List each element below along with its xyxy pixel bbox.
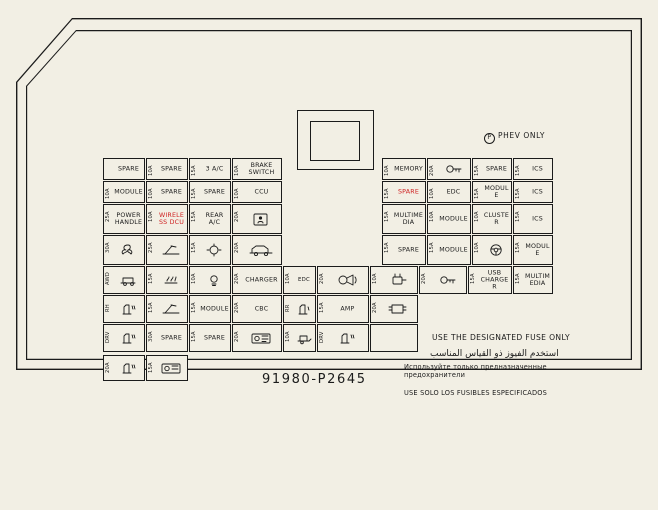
fuse-amp-rating: 15A (428, 242, 435, 254)
seat-vent-icon (327, 325, 367, 351)
module-ecu-icon (380, 296, 416, 322)
car-side-icon (242, 236, 280, 264)
fuse-amp-rating: RR (284, 304, 291, 312)
fuse-cell-r-r2-c2[interactable] (427, 181, 471, 203)
fuse-amp-rating: 10A (428, 188, 435, 200)
note-spanish: USE SOLO LOS FUSIBLES ESPECIFICADOS (404, 389, 548, 397)
radio-icon (242, 325, 280, 351)
wiper2-icon (156, 296, 186, 322)
fuse-amp-rating: 15A (514, 188, 521, 200)
fuse-label: SPARE (117, 165, 140, 173)
fuse-amp-rating: 15A (190, 211, 197, 223)
seat-person-icon (242, 205, 280, 233)
fuse-label: 3 A/C (205, 165, 224, 173)
fuse-label: MODULE (525, 243, 550, 257)
fuse-amp-rating: 15A (190, 302, 197, 314)
fuse-cell-l-r2-c1[interactable] (103, 181, 145, 203)
fuse-cell-r-r3-c1[interactable] (382, 204, 426, 234)
fuse-label: EDC (446, 188, 461, 196)
fuse-cell-r-r1-c3[interactable] (472, 158, 512, 180)
fuse-cell-l-r7-c1[interactable] (103, 324, 145, 352)
fuse-cell-r-r1-c1[interactable] (382, 158, 426, 180)
trailer-icon (293, 325, 314, 351)
fuse-label: MODULE (114, 188, 143, 196)
fuse-cell-l-r7-c2[interactable] (146, 324, 188, 352)
fuse-cell-l-r2-c4[interactable] (232, 181, 282, 203)
fuse-cell-m-r3-c1[interactable] (283, 324, 316, 352)
fuse-cell-m-r1-c3[interactable] (370, 266, 418, 294)
fuse-label: ICS (532, 188, 543, 196)
lamp-icon (199, 236, 229, 264)
fuse-cell-l-r5-c1[interactable] (103, 266, 145, 294)
horn-icon (327, 267, 367, 293)
fuse-label: SPARE (485, 165, 508, 173)
fuse-amp-rating: 15A (318, 302, 325, 314)
fuse-label: ICS (532, 215, 543, 223)
seat-heat3-icon (113, 356, 143, 380)
fuse-amp-rating: 15A (147, 273, 154, 285)
fuse-amp-rating: 15A (473, 165, 480, 177)
fuse-amp-rating: 15A (514, 273, 521, 285)
fuse-label: SPARE (203, 188, 226, 196)
fuse-label: MODULE (484, 185, 509, 199)
note-arabic: استخدم الفيوز ذو القياس المناسب (430, 349, 559, 359)
fuse-cell-l-r3-c4[interactable] (232, 204, 282, 234)
fuse-cell-l-r6-c3[interactable] (189, 295, 231, 323)
seat-heat2-icon (113, 325, 143, 351)
fuse-cell-r-r3-c2[interactable] (427, 204, 471, 234)
fuse-cell-l-r5-c4[interactable] (232, 266, 282, 294)
fuse-cell-l-r1-c3[interactable] (189, 158, 231, 180)
fuse-label: ICS (532, 165, 543, 173)
fuse-label: SPARE (397, 246, 420, 254)
fuse-amp-rating: 20A (233, 242, 240, 254)
fuse-cell-l-r1-c1[interactable] (103, 158, 145, 180)
fuse-amp-rating: 20A (420, 273, 427, 285)
fuse-label: USB CHARGER (480, 269, 509, 291)
fuse-amp-rating: 10A (371, 273, 378, 285)
note-russian-line2: предохранители (404, 371, 466, 380)
fuse-cell-l-r2-c2[interactable] (146, 181, 188, 203)
fuse-cell-l-r8-c2[interactable] (146, 355, 188, 381)
fuse-cell-r-r4-c1[interactable] (382, 235, 426, 265)
relay-box-socket (310, 121, 360, 161)
fuse-label: SPARE (160, 334, 183, 342)
fuse-cell-l-r6-c1[interactable] (103, 295, 145, 323)
fuse-cell-l-r1-c4[interactable] (232, 158, 282, 180)
fuse-amp-rating: 10A (233, 165, 240, 177)
fuse-cell-l-r1-c2[interactable] (146, 158, 188, 180)
fuse-label: MULTIMEDIA (393, 212, 424, 226)
fuse-label: SPARE (160, 165, 183, 173)
fuse-amp-rating: 10A (284, 273, 291, 285)
fuse-cell-r-r5-c3[interactable] (513, 266, 553, 294)
note-russian-line1: Используйте только предназначенные (404, 363, 547, 371)
fuse-amp-rating: 20A (428, 165, 435, 177)
fuse-amp-rating: RH (104, 304, 111, 312)
fuse-label: SPARE (203, 334, 226, 342)
fuse-amp-rating: AWD (104, 272, 111, 286)
bulb-icon (199, 267, 229, 293)
steering-icon (482, 236, 510, 264)
fuse-amp-rating: 15A (514, 211, 521, 223)
fuse-cell-l-r3-c2[interactable] (146, 204, 188, 234)
fuse-amp-rating: 25A (147, 242, 154, 254)
fuse-amp-rating: 10A (473, 211, 480, 223)
fuse-label: CLUSTER (483, 212, 510, 226)
fuse-cell-l-r4-c2[interactable] (146, 235, 188, 265)
fuse-amp-rating: 15A (514, 242, 521, 254)
fuse-amp-rating: 15A (383, 188, 390, 200)
fuse-amp-rating: 15A (147, 362, 154, 374)
fuse-cell-l-r3-c1[interactable] (103, 204, 145, 234)
fuse-cell-r-r4-c2[interactable] (427, 235, 471, 265)
fuse-amp-rating: 20A (233, 273, 240, 285)
fuse-amp-rating: 20A (233, 302, 240, 314)
fuse-amp-rating: 10A (233, 188, 240, 200)
fuse-amp-rating: 10A (284, 331, 291, 343)
phev-only-label: PHEV ONLY (498, 131, 546, 140)
fuse-label: SPARE (397, 188, 420, 196)
fuse-cell-l-r8-c1[interactable] (103, 355, 145, 381)
fuse-amp-rating: 15A (383, 211, 390, 223)
fuse-label: BRAKE SWITCH (248, 162, 275, 176)
fuse-cell-m-r3-c2[interactable] (317, 324, 369, 352)
fuse-cell-l-r6-c4[interactable] (232, 295, 282, 323)
fuse-label: CCU (254, 188, 269, 196)
wiper-icon (156, 236, 186, 264)
defog-icon (156, 267, 186, 293)
fuse-label: MODULE (200, 305, 229, 313)
fuse-cell-r-r2-c3[interactable] (472, 181, 512, 203)
fuse-amp-rating: 15A (190, 242, 197, 254)
relay-box (297, 110, 374, 170)
fuse-amp-rating: 10A (147, 211, 154, 223)
fuse-amp-rating: 10A (473, 242, 480, 254)
fuse-cell-r-r2-c1[interactable] (382, 181, 426, 203)
fuse-amp-rating: 20A (104, 362, 111, 374)
fuse-amp-rating: 15A (190, 331, 197, 343)
fuse-label: EDC (298, 277, 310, 283)
fuse-cell-l-r4-c4[interactable] (232, 235, 282, 265)
fuse-amp-rating: 15A (473, 188, 480, 200)
fuse-amp-rating: 10A (383, 165, 390, 177)
note-russian (404, 363, 547, 380)
fuse-cell-l-r6-c2[interactable] (146, 295, 188, 323)
fuse-label: CBC (254, 305, 269, 313)
fuse-amp-rating: 15A (514, 165, 521, 177)
fuse-label: AMP (340, 305, 355, 313)
fuse-cell-m-r1-c2[interactable] (317, 266, 369, 294)
fuse-amp-rating: DRV (318, 331, 325, 343)
fuse-cell-l-r3-c3[interactable] (189, 204, 231, 234)
key-icon (437, 159, 469, 179)
fuse-cell-r-r5-c2[interactable] (468, 266, 512, 294)
fuse-amp-rating: DRV (104, 331, 111, 343)
seat-heat-icon (113, 296, 143, 322)
fuse-amp-rating: 15A (383, 242, 390, 254)
fuse-amp-rating: 30A (104, 242, 111, 254)
fuse-amp-rating: 15A (469, 273, 476, 285)
fan-icon (113, 236, 143, 264)
fuse-amp-rating: 30A (147, 331, 154, 343)
fuse-cell-r-r3-c4[interactable] (513, 204, 553, 234)
fuse-amp-rating: 10A (190, 273, 197, 285)
fuse-cell-r-r1-c2[interactable] (427, 158, 471, 180)
fuse-amp-rating: 25A (104, 211, 111, 223)
fuse-label: SPARE (160, 188, 183, 196)
fuse-amp-rating: 20A (233, 331, 240, 343)
fuse-cell-l-r7-c4[interactable] (232, 324, 282, 352)
fuse-cell-l-r2-c3[interactable] (189, 181, 231, 203)
fuse-cell-l-r5-c2[interactable] (146, 266, 188, 294)
fuse-label: REAR A/C (205, 212, 224, 226)
fuse-cell-m-r1-c1[interactable] (283, 266, 316, 294)
fuse-amp-rating: 20A (318, 273, 325, 285)
fuse-cell-m-r2-c2[interactable] (317, 295, 369, 323)
awd-icon (113, 267, 143, 293)
fuse-label: CHARGER (245, 276, 278, 284)
fuse-cell-m-r3-c3[interactable] (370, 324, 418, 352)
fuse-amp-rating: 15A (190, 165, 197, 177)
fuse-cell-r-r4-c4[interactable] (513, 235, 553, 265)
fuse-cell-l-r5-c3[interactable] (189, 266, 231, 294)
fuse-amp-rating: 15A (190, 188, 197, 200)
fuse-amp-rating: 20A (371, 302, 378, 314)
fuse-label: MULTIMEDIA (524, 273, 551, 287)
rr-seat-icon (293, 296, 314, 322)
part-number: 91980-P2645 (262, 372, 367, 387)
fuse-amp-rating: 15A (147, 302, 154, 314)
fuse-cell-m-r2-c1[interactable] (283, 295, 316, 323)
fuse-amp-rating: 10A (147, 188, 154, 200)
fuse-cell-m-r2-c3[interactable] (370, 295, 418, 323)
key2-icon (429, 267, 465, 293)
fuse-amp-rating: 10A (104, 188, 111, 200)
fuse-label: MODULE (439, 215, 468, 223)
fuse-label: POWER HANDLE (114, 212, 143, 226)
fuse-cell-r-r3-c3[interactable] (472, 204, 512, 234)
plug-icon (380, 267, 416, 293)
phev-marker-icon: P (484, 133, 495, 144)
fuse-cell-r-r2-c4[interactable] (513, 181, 553, 203)
fuse-amp-rating: 10A (147, 165, 154, 177)
fuse-label: MODULE (439, 246, 468, 254)
fuse-amp-rating: 10A (428, 211, 435, 223)
fuse-cell-r-r5-c1[interactable] (419, 266, 467, 294)
radio2-icon (156, 356, 186, 380)
fuse-label: MEMORY (394, 165, 423, 173)
fuse-cell-l-r7-c3[interactable] (189, 324, 231, 352)
phev-only-note (484, 131, 545, 144)
fuse-label: WIRELESS DCU (158, 212, 185, 226)
fuse-cell-r-r1-c4[interactable] (513, 158, 553, 180)
fuse-amp-rating: 20A (233, 211, 240, 223)
fuse-cell-l-r4-c3[interactable] (189, 235, 231, 265)
fuse-cell-r-r4-c3[interactable] (472, 235, 512, 265)
note-english: USE THE DESIGNATED FUSE ONLY (432, 333, 570, 342)
fuse-cell-l-r4-c1[interactable] (103, 235, 145, 265)
